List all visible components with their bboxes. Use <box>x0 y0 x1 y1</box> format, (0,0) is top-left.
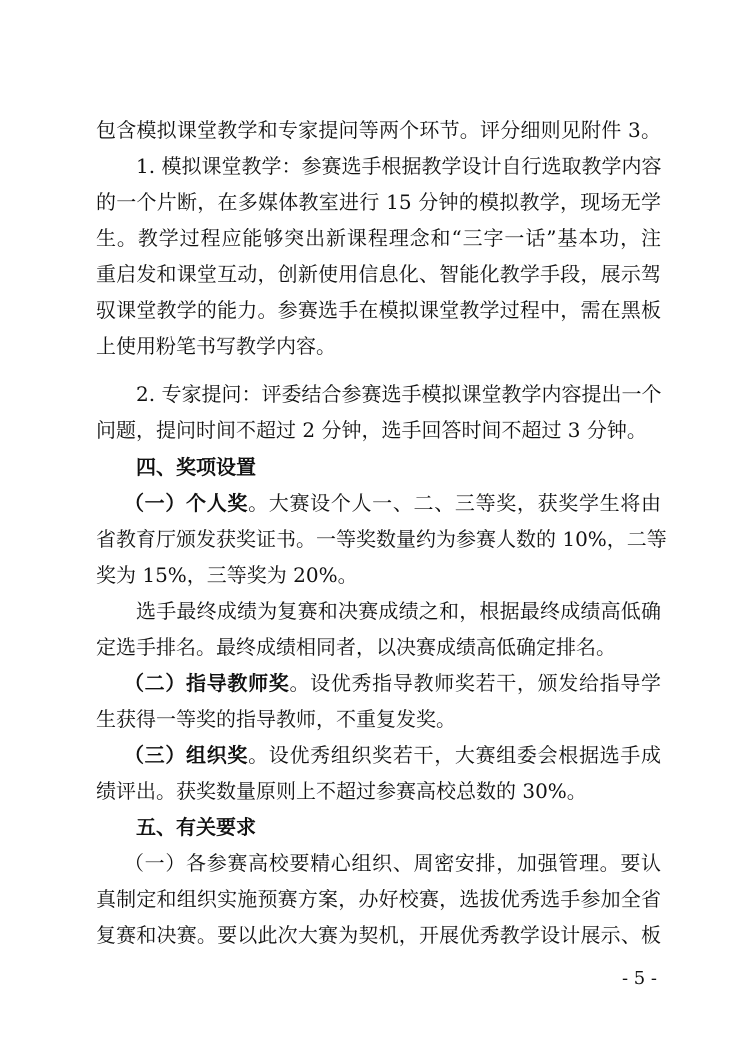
subheading: （二）指导教师奖 <box>124 671 290 695</box>
paragraph-line: 驭课堂教学的能力。参赛选手在模拟课堂教学过程中，需在黑板 <box>96 298 661 322</box>
paragraph-text: 。设优秀组织奖若干，大赛组委会根据选手成 <box>248 743 662 767</box>
paragraph-line <box>124 743 661 767</box>
paragraph-text: 。设优秀指导教师奖若干，颁发给指导学 <box>289 671 662 695</box>
paragraph-line: 奖为 15%，三等奖为 20%。 <box>96 563 358 587</box>
page-number: - 5 - <box>621 968 657 989</box>
paragraph-line: 生获得一等奖的指导教师，不重复发奖。 <box>96 707 456 731</box>
paragraph-line: 的一个片断，在多媒体教室进行 15 分钟的模拟教学，现场无学 <box>96 190 661 214</box>
paragraph-line: 真制定和组织实施预赛方案，办好校赛，选拔优秀选手参加全省 <box>96 887 661 911</box>
paragraph-line: 绩评出。获奖数量原则上不超过参赛高校总数的 30%。 <box>96 779 587 803</box>
section-heading: 五、有关要求 <box>136 815 256 839</box>
paragraph-line: （一）各参赛高校要精心组织、周密安排，加强管理。要认 <box>124 851 661 875</box>
paragraph-line: 选手最终成绩为复赛和决赛成绩之和，根据最终成绩高低确 <box>136 599 661 623</box>
subheading: （一）个人奖 <box>124 491 249 515</box>
section-heading: 四、奖项设置 <box>136 455 256 479</box>
paragraph-line: 包含模拟课堂教学和专家提问等两个环节。评分细则见附件 3。 <box>96 118 661 142</box>
paragraph-line: 复赛和决赛。要以此次大赛为契机，开展优秀教学设计展示、板 <box>96 923 661 947</box>
subheading: （三）组织奖 <box>124 743 249 767</box>
paragraph-line: 省教育厅颁发获奖证书。一等奖数量约为参赛人数的 10%，二等 <box>96 527 667 551</box>
paragraph-line <box>124 671 661 695</box>
paragraph-line: 生。教学过程应能够突出新课程理念和“三字一话”基本功，注 <box>96 226 661 250</box>
paragraph-line: 问题，提问时间不超过 2 分钟，选手回答时间不超过 3 分钟。 <box>96 418 647 442</box>
paragraph-line: 上使用粉笔书写教学内容。 <box>96 334 336 358</box>
paragraph-text: 。大赛设个人一、二、三等奖，获奖学生将由 <box>248 491 662 515</box>
paragraph-line: 定选手排名。最终成绩相同者，以决赛成绩高低确定排名。 <box>96 635 616 659</box>
paragraph-line: 1. 模拟课堂教学：参赛选手根据教学设计自行选取教学内容 <box>136 154 662 178</box>
paragraph-line: 重启发和课堂互动，创新使用信息化、智能化教学手段，展示驾 <box>96 262 661 286</box>
paragraph-line: 2. 专家提问：评委结合参赛选手模拟课堂教学内容提出一个 <box>136 382 662 406</box>
paragraph-line <box>124 491 661 515</box>
